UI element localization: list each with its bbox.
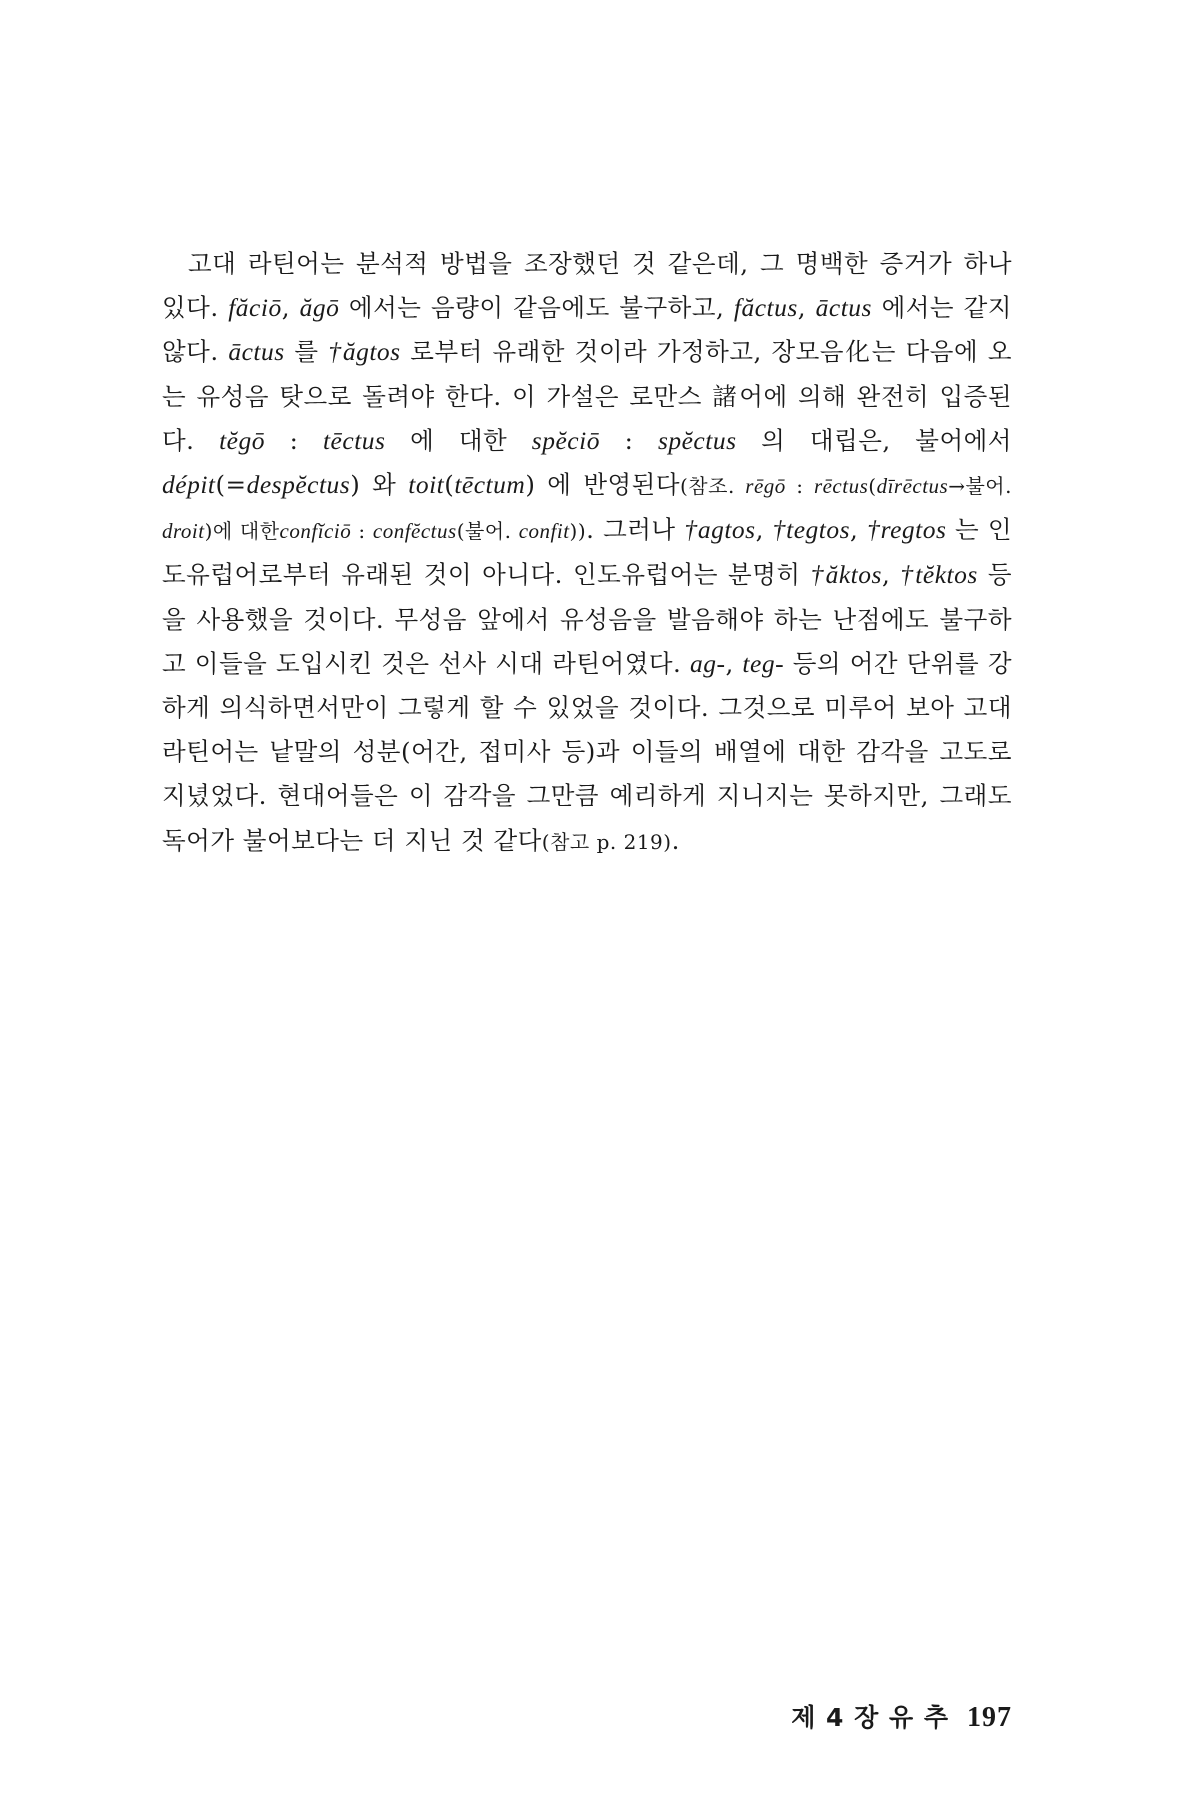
- text-run: 에 대한: [385, 425, 532, 455]
- latin-word-actus: āctus: [228, 337, 285, 367]
- latin-word-actus: āctus: [815, 293, 872, 323]
- text-run: 등의 어간 단위를 강하게 의식하면서만이 그렇게 할 수 있었을 것이다. 그것으로 미루어 보아 고대 라틴어는 낱말의 성분(어간, 접미사 등)과 이들의 배열에 대한 감각을 고도로 지녔었다. 현대어들은 이 감각을 그만큼 예리하게 지니지는 못하지만, 그래도 독어가 불어보다는 더 지닌 것 같다: [162, 648, 1012, 855]
- text-run: 고대 라틴어는 분석적 방법을 조장했던 것 같은데, 그 명백한 증거가 하나 있다.: [162, 249, 1012, 323]
- text-run: ,: [881, 560, 901, 590]
- latin-word-tectum: tēctum: [454, 470, 526, 500]
- text-run: 는 인도유럽어로부터 유래된 것이 아니다. 인도유럽어는 분명히: [162, 515, 1013, 590]
- text-run: ,: [850, 515, 867, 545]
- text-run: :: [264, 425, 323, 455]
- text-run: ): [350, 470, 361, 500]
- stem-teg: teg-: [742, 648, 785, 678]
- latin-word-tegtos: †tegtos: [772, 515, 851, 545]
- text-run: (: [868, 474, 877, 499]
- french-word-depit: dépit: [162, 470, 216, 500]
- text-run: 의 대립은, 불어에서: [736, 425, 1012, 455]
- french-word-confit: confit: [518, 519, 570, 544]
- latin-word-regtos: †regtos: [866, 515, 947, 545]
- text-run: )에 대한: [204, 519, 280, 544]
- latin-word-agtos: †agtos: [684, 515, 756, 545]
- latin-word-rego: rēgō: [745, 474, 786, 499]
- latin-word-directus: dīrēctus: [876, 474, 949, 499]
- text-run: →불어.: [948, 474, 1012, 499]
- text-run: :: [785, 474, 814, 499]
- text-run: .: [671, 825, 680, 855]
- text-run: . 그러나: [586, 515, 685, 545]
- reference-note: (참고 p. 219): [541, 829, 672, 854]
- text-run: ,: [281, 293, 300, 323]
- latin-word-confectus: confĕctus: [372, 519, 457, 544]
- pie-word-aktos: †ăktos: [810, 560, 882, 590]
- text-run: (참조.: [680, 474, 746, 499]
- text-run: 를: [284, 337, 329, 367]
- text-run: 에 반영된다: [535, 470, 680, 500]
- latin-word-factus: făctus: [733, 293, 798, 323]
- chapter-title: 제 4 장 유 추: [791, 1703, 949, 1732]
- latin-word-tectus: tēctus: [322, 425, 386, 455]
- latin-word-ago: ăgō: [299, 293, 340, 323]
- latin-word-rectus: rēctus: [813, 474, 869, 499]
- text-run: 등을 사용했을 것이다. 무성음 앞에서 유성음을 발음해야 하는 난점에도 불구하고 이들을 도입시킨 것은 선사 시대 라틴어였다.: [162, 560, 1012, 678]
- text-run: )): [569, 519, 587, 544]
- text-run: 에서는 음량이 같음에도 불구하고,: [339, 293, 734, 323]
- page-footer: [791, 1698, 1012, 1734]
- text-run: ,: [725, 648, 743, 678]
- text-run: (: [444, 470, 455, 500]
- text-run: 와: [360, 470, 409, 500]
- latin-word-facio: făciō: [228, 293, 282, 323]
- text-run: ,: [755, 515, 773, 545]
- latin-word-tego: tĕgō: [219, 425, 265, 455]
- latin-word-conficio: confĭciō: [279, 519, 352, 544]
- text-run: :: [351, 519, 373, 544]
- text-run: 에서는 같지 않다.: [162, 293, 1012, 367]
- latin-word-agtos: †ăgtos: [328, 337, 401, 367]
- latin-word-despectus: despĕctus: [246, 470, 351, 500]
- text-run: :: [599, 425, 658, 455]
- text-run: 로부터 유래한 것이라 가정하고, 장모음化는 다음에 오는 유성음 탓으로 돌려야 한다. 이 가설은 로만스 諸어에 의해 완전히 입증된다.: [162, 337, 1012, 455]
- latin-word-specio: spĕciō: [531, 425, 600, 455]
- latin-word-spectus: spĕctus: [657, 425, 737, 455]
- text-run: (불어.: [456, 519, 519, 544]
- body-paragraph: [162, 242, 1012, 864]
- french-word-droit: droit: [162, 519, 205, 544]
- page-number: 197: [967, 1702, 1012, 1733]
- text-run: ): [525, 470, 536, 500]
- text-run: ,: [797, 293, 816, 323]
- stem-ag: ag-: [689, 648, 726, 678]
- text-run: (=: [215, 470, 247, 500]
- french-word-toit: toit: [408, 470, 445, 500]
- pie-word-tektos: †tĕktos: [900, 560, 978, 590]
